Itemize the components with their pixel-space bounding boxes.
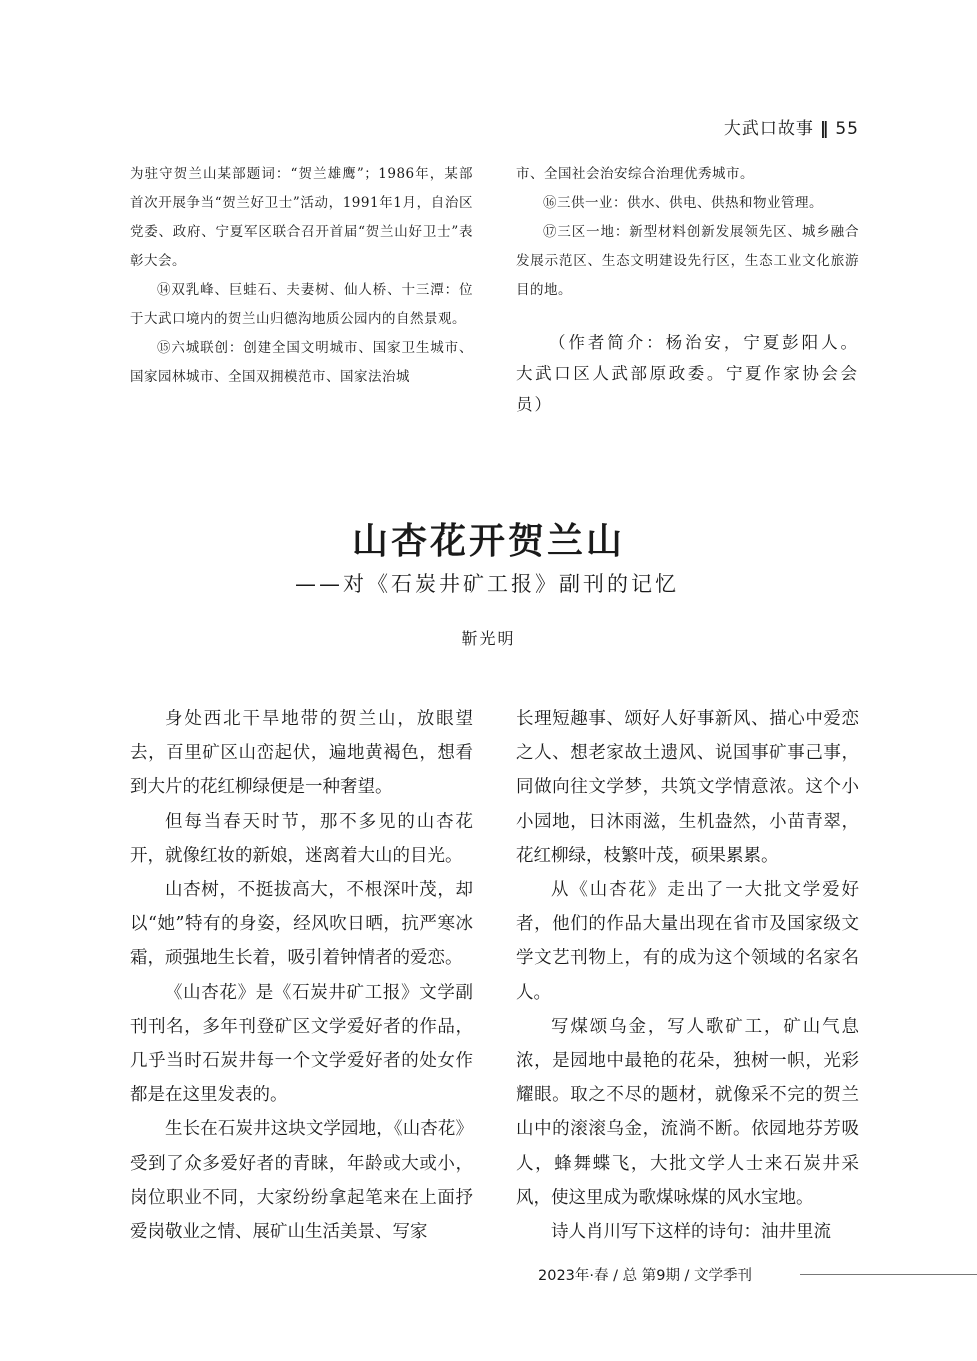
author-bio: （作者简介：杨治安，宁夏彭阳人。大武口区人武部原政委。宁夏作家协会会员） [516,333,859,414]
section-title: 大武口故事 [723,119,814,139]
paragraph: 《山杏花》是《石炭井矿工报》文学副刊刊名，多年刊登矿区文学爱好者的作品，几乎当时石炭井每一个文学爱好者的处女作都是在这里发表的。 [130,982,473,1106]
footer-rule [800,1274,977,1275]
page-footer: 2023年·春 / 总 第9期 / 文学季刊 [538,1268,753,1284]
header-separator: ‖ [819,119,830,139]
footnote-17: ⑰三区一地：新型材料创新发展领先区、城乡融合发展示范区、生态文明建设先行区，生态工业文化旅游目的地。 [516,224,859,298]
paragraph: 身处西北干旱地带的贺兰山，放眼望去，百里矿区山峦起伏，遍地黄褐色，想看到大片的花红柳绿便是一种奢望。 [130,709,473,798]
body-right-column [516,702,859,1249]
footnote-16: ⑯三供一业：供水、供电、供热和物业管理。 [543,195,823,211]
notes-left-column [130,160,473,392]
notes-right-column [516,160,859,420]
footnote-15: ⑮六城联创：创建全国文明城市、国家卫生城市、国家园林城市、全国双拥模范市、国家法治城 [130,340,473,385]
footnote: 市、全国社会治安综合治理优秀城市。 [516,166,754,182]
paragraph: 山杏树，不挺拔高大，不根深叶茂，却以“她”特有的身姿，经风吹日晒，抗严寒冰霜，顽强地生长着，吸引着钟情者的爱恋。 [130,880,473,969]
paragraph: 写煤颂乌金，写人歌矿工，矿山气息浓，是园地中最艳的花朵，独树一帜，光彩耀眼。取之不尽的题材，就像采不完的贺兰山中的滚滚乌金，流淌不断。依园地芬芳吸人，蜂舞蝶飞，大批文学人士来石炭井采风，使这里成为歌煤咏煤的风水宝地。 [516,1016,859,1208]
paragraph: 生长在石炭井这块文学园地，《山杏花》受到了众多爱好者的青睐，年龄或大或小，岗位职业不同，大家纷纷拿起笔来在上面抒爱岗敬业之情、展矿山生活美景、写家 [130,1119,473,1243]
page-number: 55 [835,119,859,139]
paragraph: 诗人肖川写下这样的诗句：油井里流 [551,1222,831,1243]
article-subtitle: ——对《石炭井矿工报》副刊的记忆 [295,572,679,596]
footnote-14: ⑭双乳峰、巨蛙石、夫妻树、仙人桥、十三潭：位于大武口境内的贺兰山归德沟地质公园内的自然景观。 [130,282,473,327]
footnote: 为驻守贺兰山某部题词：“贺兰雄鹰”；1986年，某部首次开展争当“贺兰好卫士”活动，1991年1月，自治区党委、政府、宁夏军区联合召开首届“贺兰山好卫士”表彰大会。 [130,166,473,269]
paragraph: 长理短趣事、颂好人好事新风、描心中爱恋之人、想老家故土遗风、说国事矿事己事，同做向往文学梦，共筑文学情意浓。这个小小园地，日沐雨滋，生机盎然，小苗青翠，花红柳绿，枝繁叶茂，硕果累累。 [516,709,859,866]
article-title: 山杏花开贺兰山 [351,520,625,562]
paragraph: 从《山杏花》走出了一大批文学爱好者，他们的作品大量出现在省市及国家级文学文艺刊物上，有的成为这个领域的名家名人。 [516,880,859,1003]
paragraph: 但每当春天时节，那不多见的山杏花开，就像红妆的新娘，迷离着大山的目光。 [130,811,473,866]
body-left-column [130,702,473,1249]
running-header [724,114,859,139]
article-author: 靳光明 [461,629,516,648]
